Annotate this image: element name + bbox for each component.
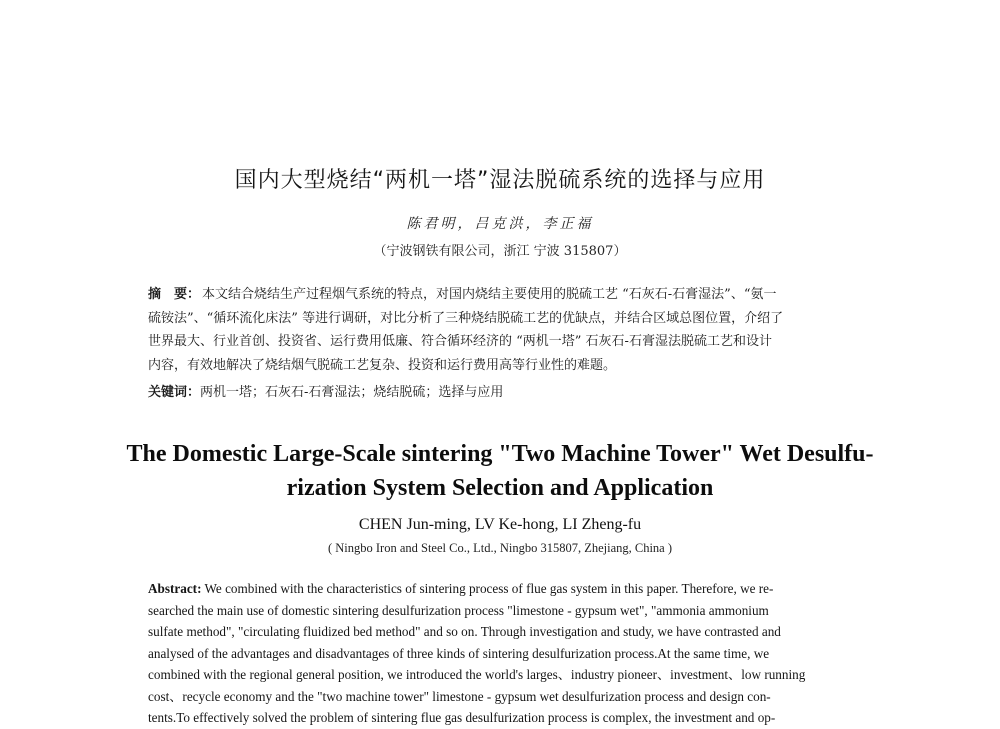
english-abstract-line: searched the main use of domestic sintering desulfurization process "limestone - gypsum wet", "ammonia ammonium	[148, 602, 769, 618]
english-abstract-line: combined with the regional general position, we introduced the world's larges、industry pioneer、investment、low running	[148, 667, 806, 682]
english-abstract-line: sulfate method", "circulating fluidized bed method" and so on. Through investigation and study, we have contrasted and	[148, 624, 781, 639]
english-abstract-line: cost、recycle economy and the "two machine tower" limestone - gypsum wet desulfurization process and design con-	[148, 688, 771, 704]
english-title-line: The Domestic Large-Scale sintering "Two Machine Tower" Wet Desulfu-	[126, 441, 874, 467]
english-affiliation: ( Ningbo Iron and Steel Co., Ltd., Ningbo 315807, Zhejiang, China )	[327, 541, 673, 555]
english-abstract-label: Abstract:	[148, 581, 202, 596]
chinese-title: 国内大型烧结“两机一塔”湿法脱硫系统的选择与应用	[234, 168, 766, 193]
english-abstract-line: analysed of the advantages and disadvantages of three kinds of sintering desulfurization process.At the same time, we	[148, 645, 770, 661]
chinese-abstract-line	[148, 283, 848, 307]
english-authors: CHEN Jun-ming, LV Ke-hong, LI Zheng-fu	[358, 516, 642, 533]
english-title-line: rization System Selection and Application	[286, 475, 714, 501]
english-abstract-line: tents.To effectively solved the problem of sintering flue gas desulfurization process is complex, the investment and op-	[148, 710, 776, 725]
chinese-affiliation: （宁波钢铁有限公司，浙江 宁波 315807）	[373, 244, 627, 259]
english-title	[110, 437, 890, 505]
abstract-text: 本文结合烧结生产过程烟气系统的特点，对国内烧结主要使用的脱硫工艺 “石灰石-石膏湿法”、“氨一	[202, 287, 777, 302]
chinese-keywords-text: 两机一塔；石灰石-石膏湿法；烧结脱硫；选择与应用	[200, 385, 504, 400]
chinese-keywords	[148, 381, 848, 400]
chinese-abstract-line: 硫铵法”、“循环流化床法” 等进行调研，对比分析了三种烧结脱硫工艺的优缺点，并结合区域总图位置，介绍了	[148, 310, 784, 326]
chinese-abstract-line: 内容，有效地解决了烧结烟气脱硫工艺复杂、投资和运行费用高等行业性的难题。	[148, 357, 617, 373]
chinese-abstract-line: 世界最大、行业首创、投资省、运行费用低廉、符合循环经济的 “两机一塔” 石灰石-石膏湿法脱硫工艺和设计	[148, 334, 772, 349]
chinese-abstract	[148, 283, 848, 377]
chinese-authors: 陈君明，吕克洪，李正福	[406, 216, 594, 232]
chinese-keywords-label: 关键词：	[148, 385, 201, 400]
english-abstract	[148, 578, 848, 729]
english-abstract-line	[148, 578, 848, 600]
chinese-abstract-label: 摘 要：	[148, 287, 201, 302]
abstract-text: We combined with the characteristics of sintering process of flue gas system in this paper. Therefore, we re-	[201, 581, 774, 596]
